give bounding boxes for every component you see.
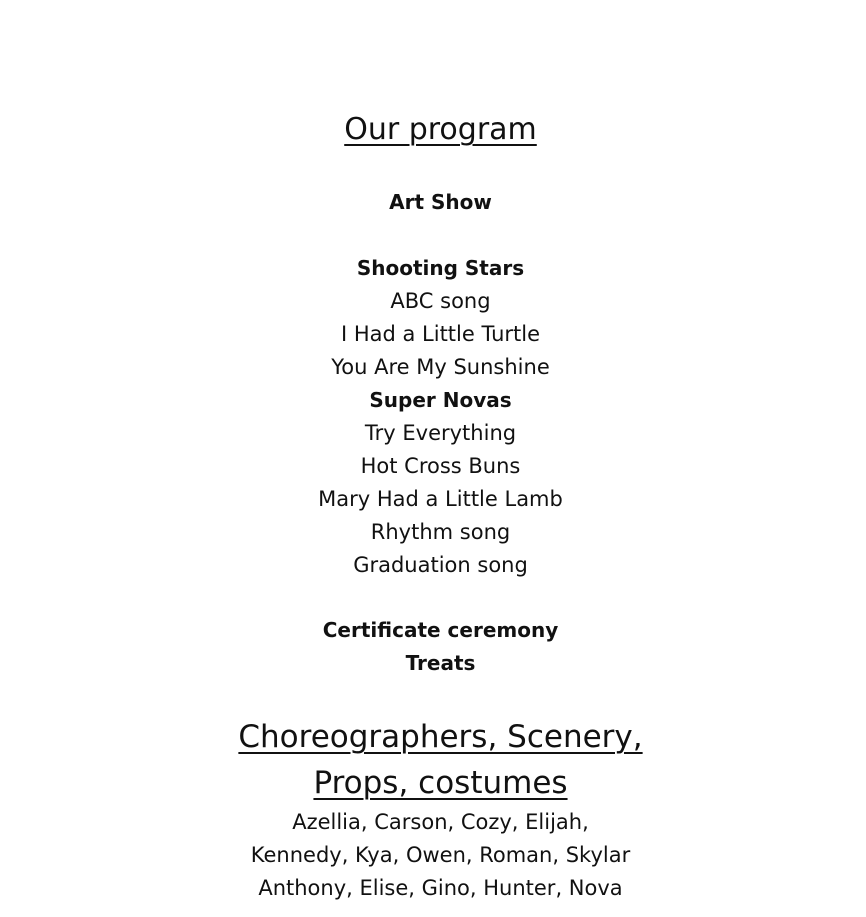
credits-names-line: Kennedy, Kya, Owen, Roman, Skylar [250, 843, 631, 867]
song-item: Try Everything [364, 421, 517, 445]
closing-item-treats: Treats [405, 651, 476, 675]
song-item: ABC song [390, 289, 491, 313]
song-item: Hot Cross Buns [360, 454, 521, 478]
song-item: Rhythm song [370, 520, 511, 544]
credits-names-line: Anthony, Elise, Gino, Hunter, Nova [258, 876, 623, 900]
group-name-shooting-stars: Shooting Stars [356, 256, 525, 280]
credits-names-line: Azellia, Carson, Cozy, Elijah, [292, 810, 589, 834]
group-name-super-novas: Super Novas [369, 388, 512, 412]
song-item: Mary Had a Little Lamb [318, 487, 563, 511]
credits-heading-line-2: Props, costumes [313, 765, 568, 801]
closing-item-certificate: Certificate ceremony [322, 618, 559, 642]
song-item: I Had a Little Turtle [340, 322, 541, 346]
song-item: You Are My Sunshine [331, 355, 550, 379]
song-item: Graduation song [353, 553, 528, 577]
art-show-item: Art Show [389, 190, 492, 214]
program-title: Our program [344, 112, 537, 147]
credits-heading-line-1: Choreographers, Scenery, [238, 719, 643, 755]
